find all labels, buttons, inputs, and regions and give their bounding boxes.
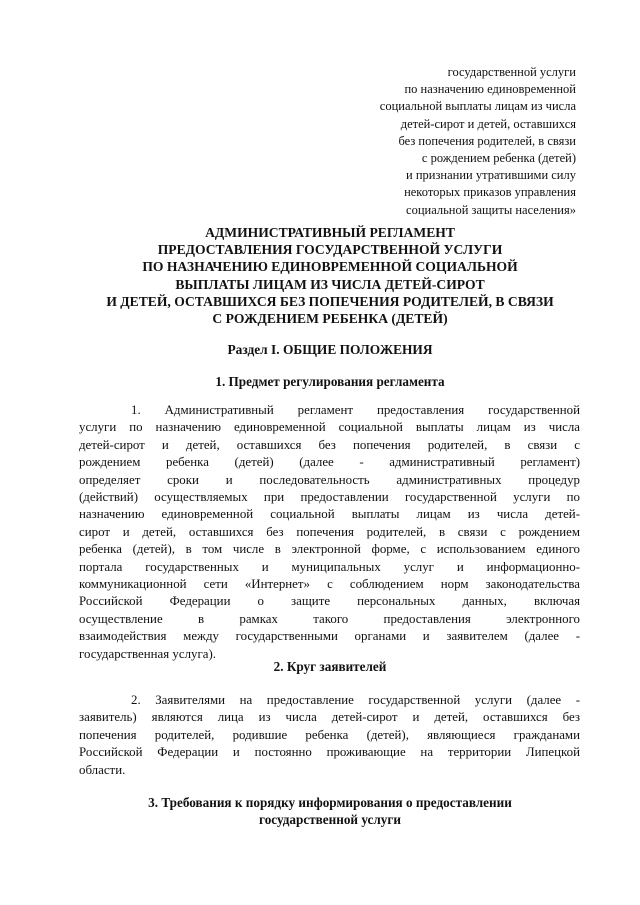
- approval-header: [300, 64, 576, 219]
- header-line: социальной защиты населения»: [406, 202, 576, 217]
- title-line: С РОЖДЕНИЕМ РЕБЕНКА (ДЕТЕЙ): [212, 311, 448, 327]
- paragraph-line: осуществление в рамках такого предоставления электронного: [79, 611, 580, 626]
- paragraph-line: определяет сроки и последовательность административных процедур: [79, 472, 580, 487]
- header-line: с рождением ребенка (детей): [421, 151, 576, 166]
- paragraph-line: ребенка (детей), в том числе в электронной форме, с использованием единого: [79, 542, 580, 557]
- paragraph-line: коммуникационной сети «Интернет» с соблюдением норм законодательства: [79, 577, 580, 592]
- header-line: государственной услуги: [447, 65, 576, 79]
- subsection-1-title: [80, 373, 580, 390]
- header-line: по назначению единовременной: [404, 82, 576, 97]
- subsection-3-title: [80, 794, 580, 828]
- paragraph-line: заявитель) являются лица из числа детей-сирот и детей, оставшихся без: [79, 710, 580, 725]
- subsection-2-title: [80, 658, 580, 675]
- header-line: некоторых приказов управления: [404, 185, 576, 200]
- paragraph-line: портала государственных и муниципальных услуг и информационно-: [79, 559, 580, 574]
- paragraph-line: 1. Административный регламент предоставления государственной: [131, 403, 580, 417]
- paragraph-line: услуги по назначению единовременной социальной выплаты лицам из числа: [79, 420, 580, 435]
- subsection-2-paragraph: [79, 692, 580, 779]
- paragraph-line: детей-сирот и детей, оставшихся без попечения родителей, в связи с: [79, 437, 580, 452]
- header-line: социальной выплаты лицам из числа: [379, 99, 576, 114]
- paragraph-line: рождением ребенка (детей) (далее - административный регламент): [79, 455, 580, 470]
- subsection-1-paragraph: [79, 402, 580, 663]
- paragraph-line: взаимодействия между государственными органами и заявителем (далее -: [79, 629, 580, 644]
- title-line: ПРЕДОСТАВЛЕНИЯ ГОСУДАРСТВЕННОЙ УСЛУГИ: [157, 242, 503, 258]
- paragraph-line: (действий) осуществляемых при предоставлении государственной услуги по: [79, 490, 580, 505]
- title-line: АДМИНИСТРАТИВНЫЙ РЕГЛАМЕНТ: [205, 225, 455, 240]
- subsection-2-title-text: 2. Круг заявителей: [273, 659, 387, 674]
- title-line: И ДЕТЕЙ, ОСТАВШИХСЯ БЕЗ ПОПЕЧЕНИЯ РОДИТЕЛЕЙ, В СВЯЗИ: [106, 293, 554, 309]
- paragraph-line: государственная услуга).: [79, 646, 216, 661]
- header-line: и признании утратившими силу: [406, 168, 576, 183]
- paragraph-line: 2. Заявителями на предоставление государственной услуги (далее -: [131, 693, 580, 707]
- title-line: ВЫПЛАТЫ ЛИЦАМ ИЗ ЧИСЛА ДЕТЕЙ-СИРОТ: [175, 276, 485, 292]
- subsection-3-title-line: государственной услуги: [259, 812, 401, 827]
- paragraph-line: Российской Федерации о защите персональных данных, включая: [79, 594, 580, 609]
- paragraph-line: назначению единовременной социальной выплаты лицам из числа детей-: [79, 507, 580, 522]
- paragraph-line: попечения родителей, родившие ребенка (детей), являющиеся гражданами: [79, 727, 580, 742]
- title-line: ПО НАЗНАЧЕНИЮ ЕДИНОВРЕМЕННОЙ СОЦИАЛЬНОЙ: [142, 259, 518, 275]
- paragraph-line: области.: [79, 762, 126, 777]
- section-title: Раздел I. ОБЩИЕ ПОЛОЖЕНИЯ: [227, 342, 433, 357]
- header-line: детей-сирот и детей, оставшихся: [400, 116, 576, 131]
- subsection-3-title-line: 3. Требования к порядку информирования о предоставлении: [148, 795, 512, 810]
- subsection-1-title-text: 1. Предмет регулирования регламента: [215, 374, 445, 389]
- header-line: без попечения родителей, в связи: [398, 133, 576, 148]
- document-title: [80, 224, 580, 327]
- paragraph-line: сирот и детей, оставшихся без попечения родителей, в связи с рождением: [79, 524, 580, 539]
- paragraph-line: Российской Федерации и постоянно проживающие на территории Липецкой: [79, 745, 580, 760]
